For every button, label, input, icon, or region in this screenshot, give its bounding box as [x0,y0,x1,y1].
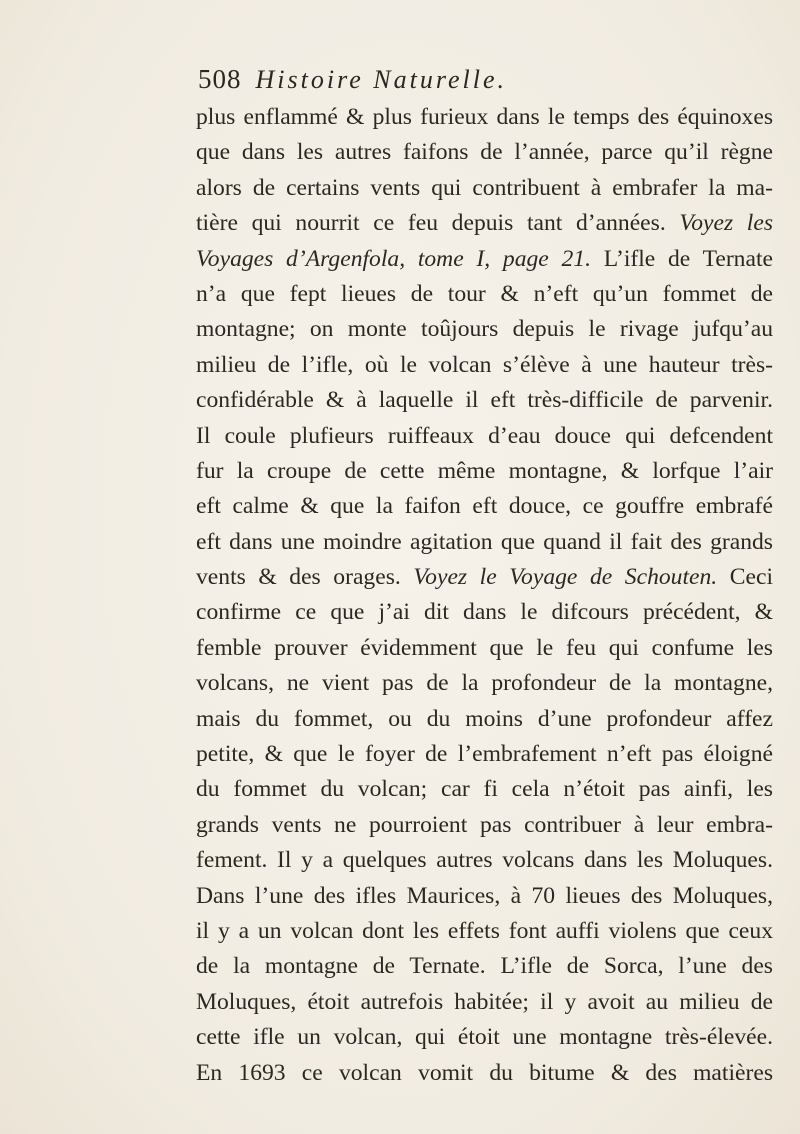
text-line: mais du fommet, ou du moins d’une profondeur affez [196,705,773,732]
text-line: de la montagne de Ternate. L’ifle de Sorca, l’une des [196,953,773,980]
text-line [196,206,773,241]
text-line: femble prouver évidemment que le feu qui confume les [196,634,773,661]
text-line: milieu de l’ifle, où le volcan s’élève à une hauteur très- [196,351,773,378]
text-segment: tière qui nourrit ce feu depuis tant d’années. [196,210,666,237]
text-line: alors de certains vents qui contribuent à embrafer la ma- [196,174,773,201]
text-line [196,242,773,277]
text-line: eft dans une moindre agitation que quand il fait des grands [196,528,773,555]
text-segment: L’ifle de Ternate [603,245,773,272]
text-line: petite, & que le foyer de l’embrafement n’eft pas éloigné [196,741,773,768]
running-title: Histoire Naturelle. [255,65,508,94]
page-header [198,64,618,100]
text-line: eft calme & que la faifon eft douce, ce gouffre embrafé [196,493,773,520]
text-line: volcans, ne vient pas de la profondeur de la montagne, [196,670,773,697]
text-line: Dans l’une des ifles Maurices, à 70 lieues des Moluques, [196,882,773,909]
text-line: montagne; on monte toûjours depuis le rivage jufqu’au [196,316,773,343]
text-segment: vents & des orages. [196,564,401,591]
citation-voyez-les: Voyez les [679,210,773,237]
body-text [196,100,773,1091]
text-line: fement. Il y a quelques autres volcans dans les Moluques. [196,847,773,874]
text-line: que dans les autres faifons de l’année, parce qu’il règne [196,139,773,166]
text-line: grands vents ne pourroient pas contribuer à leur embra- [196,811,773,838]
text-segment: Ceci [729,564,774,591]
text-line: du fommet du volcan; car fi cela n’étoit pas ainfi, les [196,776,773,803]
text-line [196,560,773,595]
text-line: plus enflammé & plus furieux dans le temps des équinoxes [196,104,773,130]
text-line: En 1693 ce volcan vomit du bitume & des matières [196,1059,773,1086]
text-line: cette ifle un volcan, qui étoit une montagne très-élevée. [196,1024,773,1051]
text-line: Il coule plufieurs ruiffeaux d’eau douce qui defcendent [196,422,773,449]
text-line: fur la croupe de cette même montagne, & lorfque l’air [196,457,773,484]
page-number: 508 [198,64,242,94]
text-line: il y a un volcan dont les effets font auffi violens que ceux [196,917,773,944]
citation-argenfola: Voyages d’Argenfola, tome I, page 21. [196,245,591,272]
citation-schouten: Voyez le Voyage de Schouten. [413,564,718,591]
text-line: confidérable & à laquelle il eft très-difficile de parvenir. [196,387,773,414]
text-line: Moluques, étoit autrefois habitée; il y avoit au milieu de [196,988,773,1015]
text-line: n’a que fept lieues de tour & n’eft qu’un fommet de [196,280,773,307]
text-line: confirme ce que j’ai dit dans le difcours précédent, & [196,599,773,626]
